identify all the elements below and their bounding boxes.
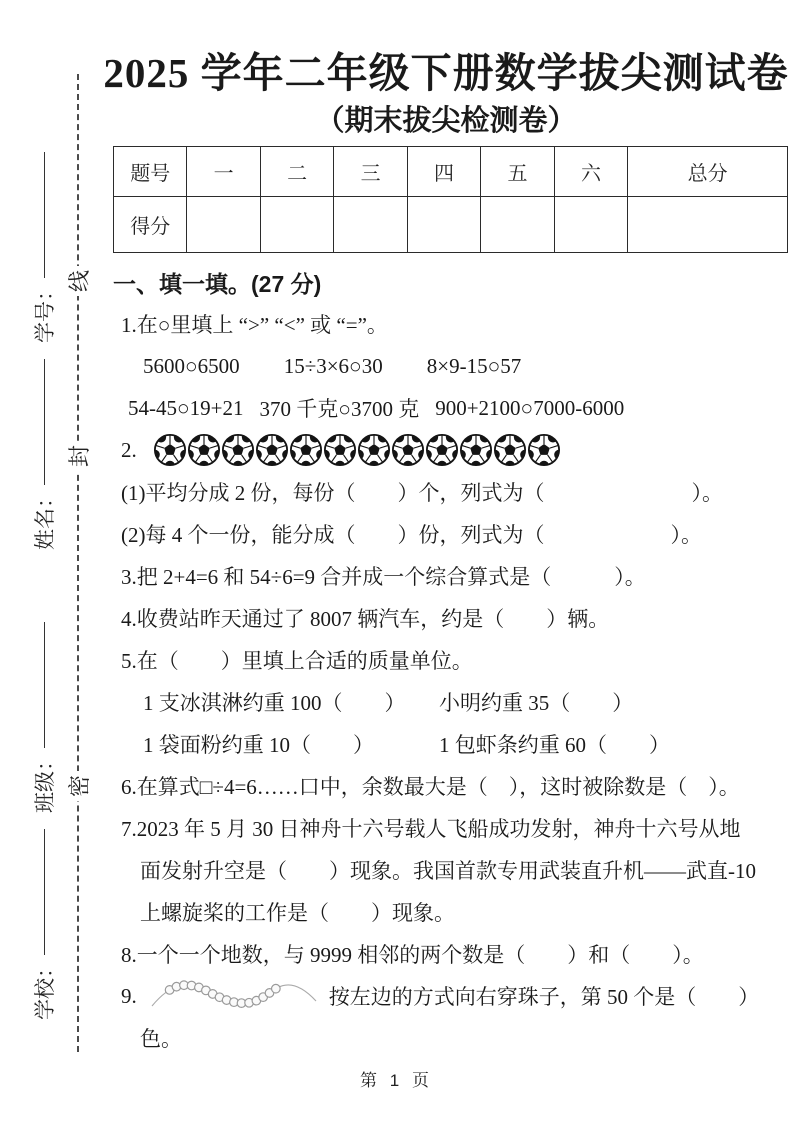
- soccer-ball-icon: [357, 433, 391, 467]
- score-cell: [407, 197, 480, 253]
- score-table: [113, 146, 788, 253]
- student-id-field-blank: [43, 152, 45, 278]
- score-cell: [334, 197, 407, 253]
- score-cell: [554, 197, 627, 253]
- unit-item: 小明约重 35（ ）: [439, 691, 634, 715]
- soccer-ball-icon: [289, 433, 323, 467]
- school-field: [29, 829, 59, 1020]
- class-field: [29, 622, 59, 813]
- question-7-line-2: 面发射升空是（ ）现象。我国首款专用武装直升机——武直-10: [140, 859, 756, 883]
- score-header-cell: 六: [554, 147, 627, 197]
- question-2-sub-1: (1)平均分成 2 份，每份（ ）个，列式为（ ）。: [121, 481, 723, 505]
- score-cell: [187, 197, 260, 253]
- question-2-number: 2.: [121, 437, 137, 462]
- score-header-cell: 一: [187, 147, 260, 197]
- student-info-strip: [26, 120, 62, 1020]
- question-9-line-2: 色。: [140, 1027, 182, 1051]
- soccer-ball-icon: [255, 433, 289, 467]
- question-2-sub-2: (2)每 4 个一份，能分成（ ）份，列式为（ ）。: [121, 523, 702, 547]
- beads-image: [149, 976, 319, 1016]
- seal-char-mi: 密: [63, 771, 93, 801]
- soccer-ball-icon: [153, 433, 187, 467]
- name-field-blank: [43, 359, 45, 485]
- name-field: [29, 359, 59, 550]
- class-field-blank: [43, 622, 45, 748]
- question-7-line-3: 上螺旋桨的工作是（ ）现象。: [140, 901, 455, 925]
- question-5: 5.在（ ）里填上合适的质量单位。: [121, 649, 473, 673]
- score-cell: [481, 197, 554, 253]
- question-5-row-1: [113, 681, 791, 723]
- question-area: [113, 261, 791, 1059]
- question-6: 6.在算式□÷4=6……口中，余数最大是（ ），这时被除数是（ ）。: [121, 775, 740, 799]
- score-header-cell: 四: [407, 147, 480, 197]
- school-field-blank: [43, 829, 45, 955]
- score-cell: [628, 197, 788, 253]
- seal-dashed-line: [77, 74, 79, 1052]
- soccer-ball-icon: [391, 433, 425, 467]
- question-2: [113, 429, 791, 471]
- soccer-ball-icon: [493, 433, 527, 467]
- bead-icon: [271, 984, 280, 993]
- school-field-label: 学校：: [33, 957, 57, 1020]
- student-id-field: [29, 152, 59, 343]
- soccer-ball-icon: [323, 433, 357, 467]
- section-1-heading: 一、填一填。(27 分): [113, 270, 322, 297]
- unit-item: 1 包虾条约重 60（ ）: [439, 733, 670, 757]
- question-9-number: 9.: [121, 983, 137, 1008]
- score-row-label: 得分: [114, 197, 187, 253]
- comparison-item: 15÷3×6○30: [283, 353, 383, 378]
- question-5-row-2: [113, 723, 791, 765]
- score-table-score-row: [114, 197, 788, 253]
- soccer-ball-icon: [459, 433, 493, 467]
- score-cell: [260, 197, 333, 253]
- soccer-ball-icon: [221, 433, 255, 467]
- score-table-header-row: [114, 147, 788, 197]
- question-9-text: 按左边的方式向右穿珠子，第 50 个是（ ）: [328, 985, 760, 1009]
- unit-item: 1 支冰淇淋约重 100（ ）: [143, 691, 406, 715]
- comparison-item: 370 千克○3700 克: [259, 397, 420, 421]
- soccer-ball-icon: [527, 433, 561, 467]
- question-1-row-2: [113, 387, 791, 429]
- comparison-item: 900+2100○7000-6000: [435, 395, 625, 420]
- seal-char-xian: 线: [63, 266, 93, 296]
- seal-char-feng: 封: [63, 441, 93, 471]
- question-3: 3.把 2+4=6 和 54÷6=9 合并成一个综合算式是（ ）。: [121, 565, 646, 589]
- score-header-cell: 三: [334, 147, 407, 197]
- question-1-row-1: [113, 345, 791, 387]
- question-8: 8.一个一个地数，与 9999 相邻的两个数是（ ）和（ ）。: [121, 943, 704, 967]
- student-id-field-label: 学号：: [33, 280, 57, 343]
- question-1: 1.在○里填上 “>” “<” 或 “=”。: [121, 313, 388, 337]
- comparison-item: 8×9-15○57: [426, 353, 522, 378]
- unit-item: 1 袋面粉约重 10（ ）: [143, 733, 374, 757]
- score-header-cell: 二: [260, 147, 333, 197]
- question-9: [113, 975, 791, 1017]
- soccer-ball-row: [153, 433, 561, 467]
- comparison-item: 5600○6500: [143, 353, 240, 378]
- comparison-item: 54-45○19+21: [128, 395, 244, 420]
- soccer-ball-icon: [187, 433, 221, 467]
- page-number: 第 1 页: [360, 1071, 433, 1090]
- page-subtitle: （期末拔尖检测卷）: [315, 105, 577, 137]
- question-7-line-1: 7.2023 年 5 月 30 日神舟十六号载人飞船成功发射，神舟十六号从地: [121, 817, 741, 841]
- score-header-cell: 总分: [628, 147, 788, 197]
- soccer-ball-icon: [425, 433, 459, 467]
- name-field-label: 姓名：: [33, 487, 57, 550]
- page-title: 2025 学年二年级下册数学拔尖测试卷: [103, 50, 789, 96]
- class-field-label: 班级：: [33, 750, 57, 813]
- score-header-cell: 题号: [114, 147, 187, 197]
- score-header-cell: 五: [481, 147, 554, 197]
- question-4: 4.收费站昨天通过了 8007 辆汽车，约是（ ）辆。: [121, 607, 610, 631]
